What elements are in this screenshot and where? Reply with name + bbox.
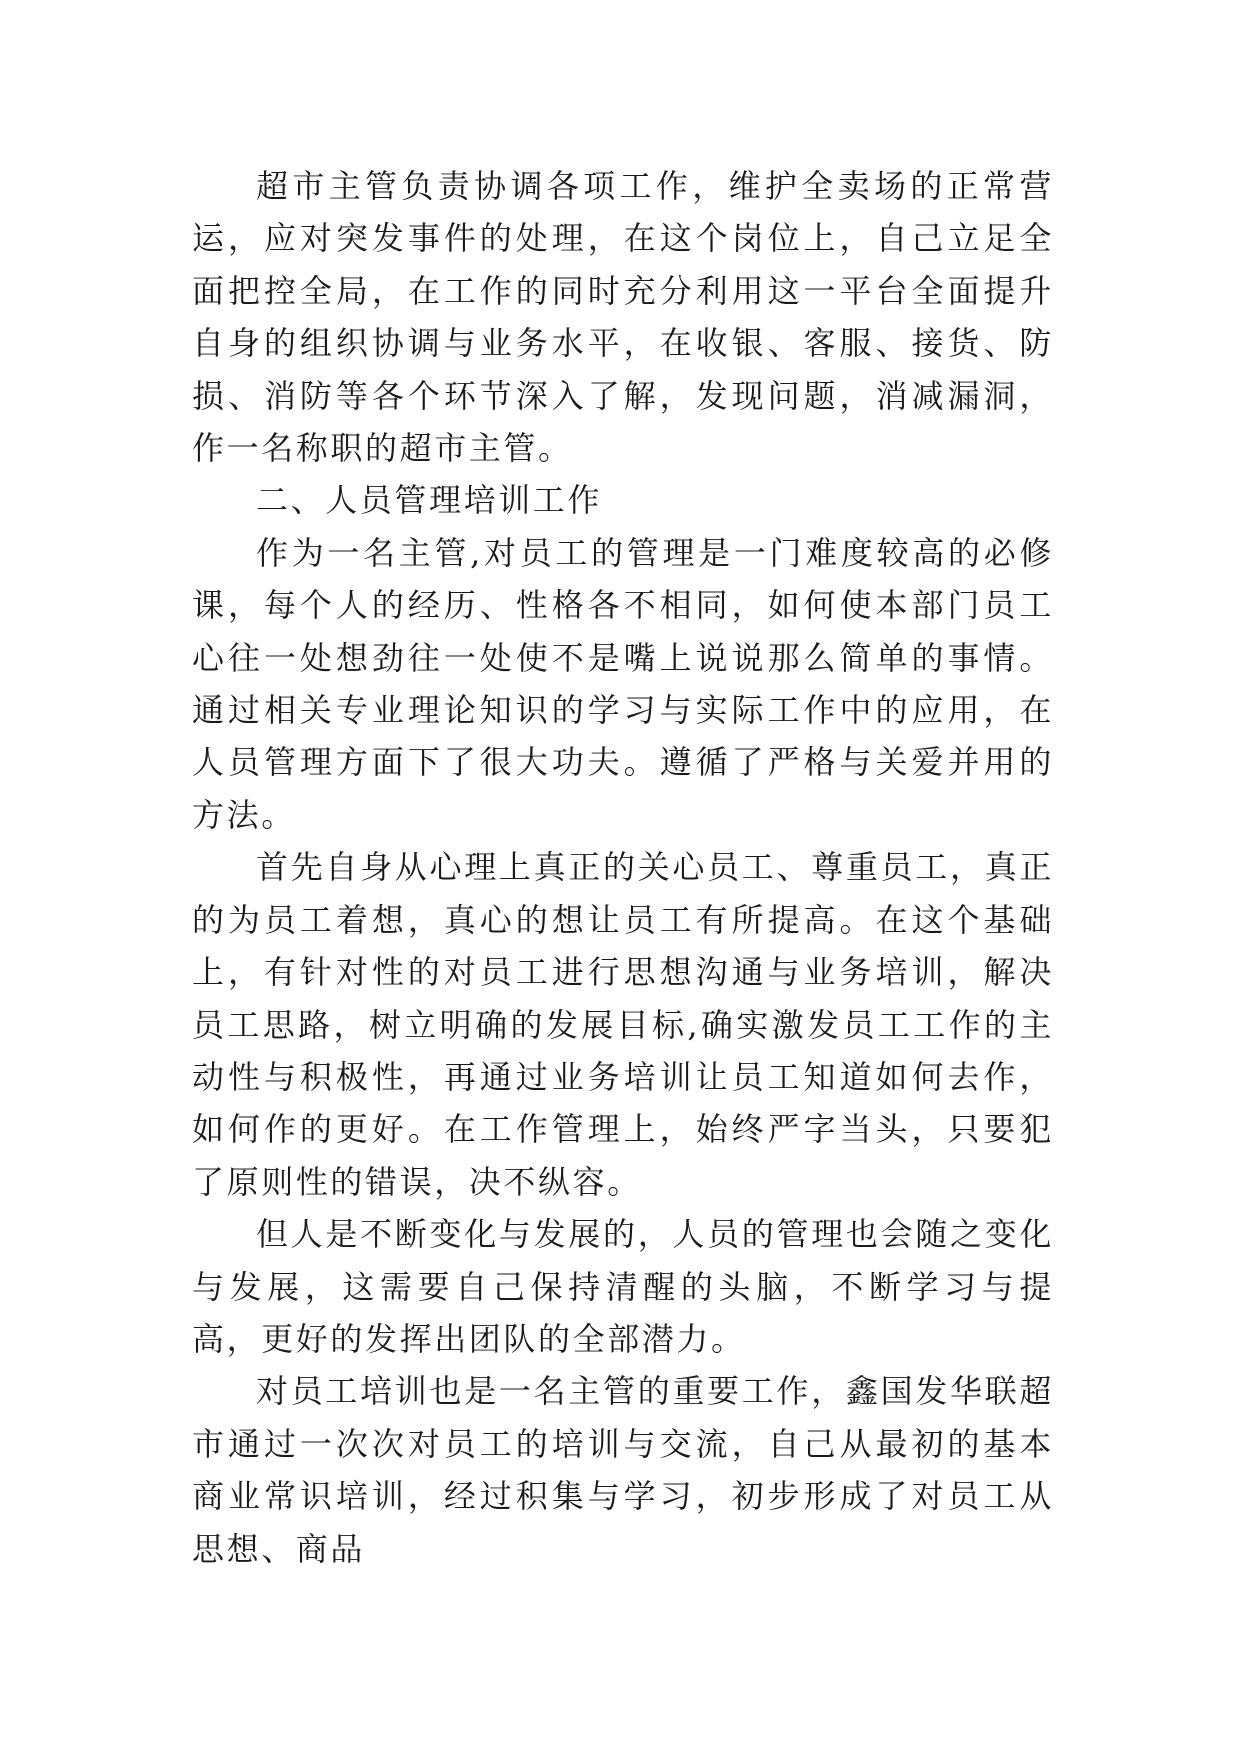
paragraph-supervisor-duties: 超市主管负责协调各项工作，维护全卖场的正常营运，应对突发事件的处理，在这个岗位上，自己立足全面把控全局，在工作的同时充分利用这一平台全面提升自身的组织协调与业务水平，在收银、客服、接货、防损、消防等各个环节深入了解，发现问题，消减漏洞，作一名称职的超市主管。 [192,167,1054,468]
document-body [192,160,1054,1575]
section-heading-staff-training: 二、人员管理培训工作 [256,481,603,520]
paragraph-employee-training: 对员工培训也是一名主管的重要工作，鑫国发华联超市通过一次次对员工的培训与交流，自己从最初的基本商业常识培训，经过积集与学习，初步形成了对员工从思想、商品 [192,1372,1054,1568]
paragraph-staff-management: 作为一名主管,对员工的管理是一门难度较高的必修课，每个人的经历、性格各不相同，如何使本部门员工心往一处想劲往一处使不是嘴上说说那么简单的事情。通过相关专业理论知识的学习与实际工作中的应用，在人员管理方面下了很大功夫。遵循了严格与关爱并用的方法。 [192,533,1054,834]
paragraph-continuous-learning: 但人是不断变化与发展的，人员的管理也会随之变化与发展，这需要自己保持清醒的头脑，不断学习与提高，更好的发挥出团队的全部潜力。 [192,1215,1054,1358]
paragraph-care-and-strictness: 首先自身从心理上真正的关心员工、尊重员工，真正的为员工着想，真心的想让员工有所提高。在这个基础上，有针对性的对员工进行思想沟通与业务培训，解决员工思路，树立明确的发展目标,确实激发员工工作的主动性与积极性，再通过业务培训让员工知道如何去作，如何作的更好。在工作管理上，始终严字当头，只要犯了原则性的错误，决不纵容。 [192,848,1054,1201]
